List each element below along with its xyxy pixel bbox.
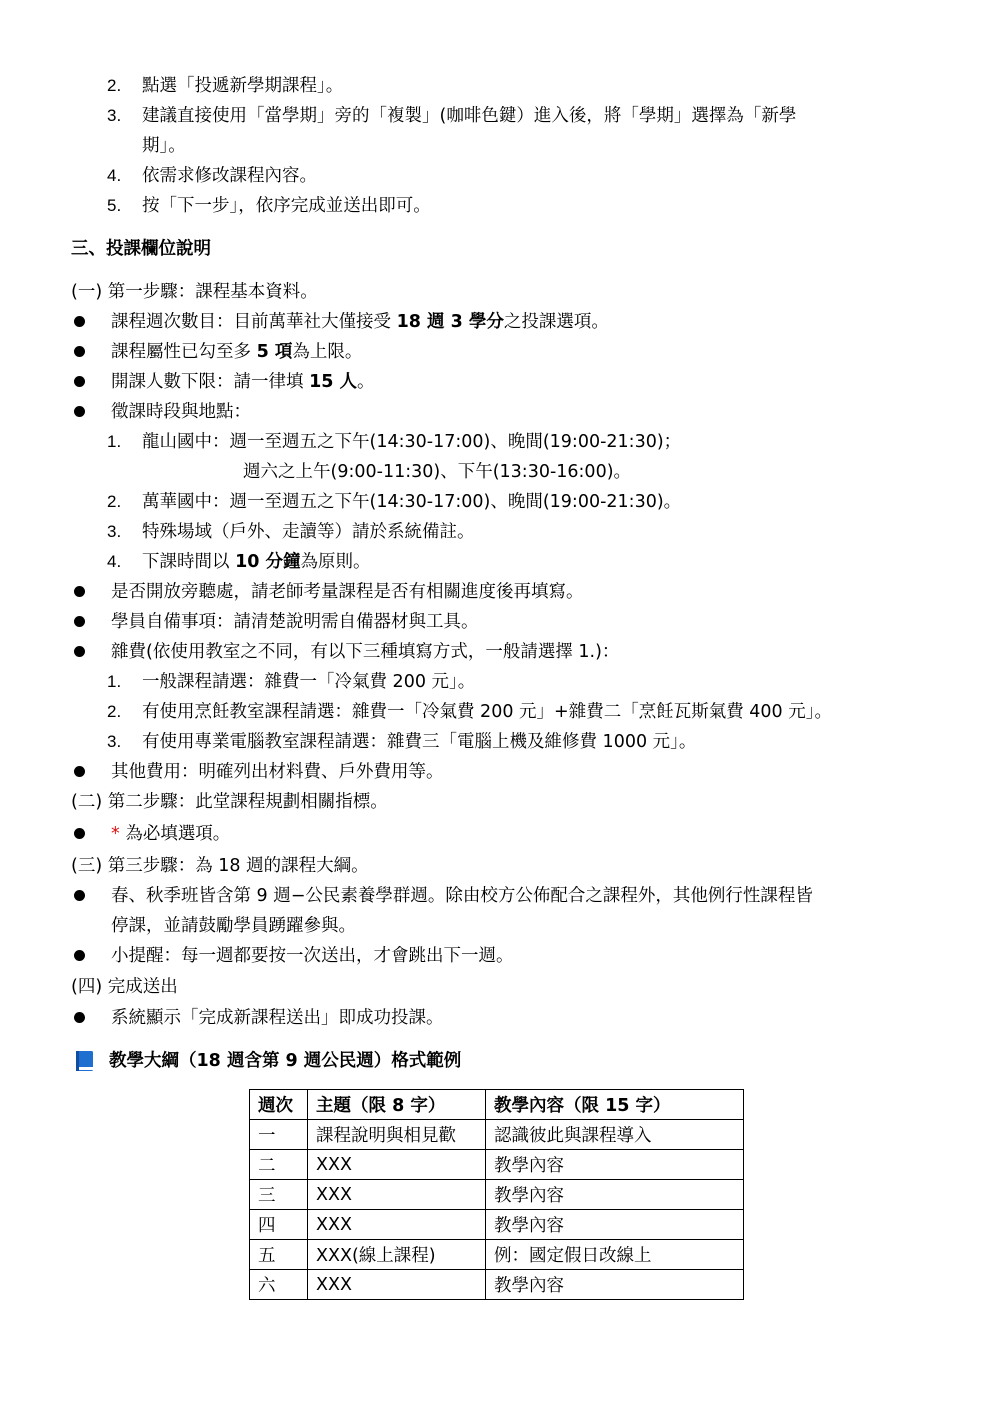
bullet-item: 春、秋季班皆含第 9 週−公民素養學群週。除由校方公佈配合之課程外，其他例行性課程皆 xyxy=(111,886,813,906)
list-number: 4. xyxy=(107,552,122,571)
bullet-icon xyxy=(74,586,85,597)
bullet-icon xyxy=(74,346,85,357)
bullet-icon xyxy=(74,828,85,839)
table-row xyxy=(250,1210,744,1240)
bullet-item: 徵課時段與地點： xyxy=(111,402,251,422)
bullet-icon xyxy=(74,376,85,387)
list-item: 有使用專業電腦教室課程請選：雜費三「電腦上機及維修費 1000 元」。 xyxy=(142,732,697,752)
table-cell: XXX xyxy=(308,1270,486,1300)
step-label: (四) 完成送出 xyxy=(71,977,178,997)
step-label: (二) 第二步驟：此堂課程規劃相關指標。 xyxy=(71,792,388,812)
table-row xyxy=(250,1120,744,1150)
table-row xyxy=(250,1150,744,1180)
table-cell: 教學內容 xyxy=(486,1180,744,1210)
bullet-item: 雜費(依使用教室之不同，有以下三種填寫方式，一般請選擇 1.)： xyxy=(111,642,620,662)
list-item: 萬華國中：週一至週五之下午(14:30-17:00)、晚間(19:00-21:30)。 xyxy=(142,492,682,512)
list-item: 有使用烹飪教室課程請選：雜費一「冷氣費 200 元」+雜費二「烹飪瓦斯氣費 400 元」。 xyxy=(142,702,832,722)
list-number: 1. xyxy=(107,672,122,691)
table-cell: 教學內容 xyxy=(486,1270,744,1300)
required-asterisk: * xyxy=(111,824,120,844)
example-heading: 教學大綱（18 週含第 9 週公民週）格式範例 xyxy=(109,1051,462,1071)
list-number: 2. xyxy=(107,492,122,511)
bullet-item: * 為必填選項。 xyxy=(111,824,231,844)
bullet-icon xyxy=(74,616,85,627)
table-cell: 教學內容 xyxy=(486,1150,744,1180)
bullet-icon xyxy=(74,1012,85,1023)
bullet-icon xyxy=(74,316,85,327)
bullet-icon xyxy=(74,406,85,417)
table-cell: 教學內容 xyxy=(486,1210,744,1240)
step-label: (一) 第一步驟：課程基本資料。 xyxy=(71,282,318,302)
list-number: 3. xyxy=(107,522,122,541)
table-header: 主題（限 8 字） xyxy=(308,1090,486,1120)
table-cell: 認識彼此與課程導入 xyxy=(486,1120,744,1150)
bullet-item: 是否開放旁聽處，請老師考量課程是否有相關進度後再填寫。 xyxy=(111,582,584,602)
list-item: 點選「投遞新學期課程」。 xyxy=(142,76,344,96)
table-cell: XXX xyxy=(308,1150,486,1180)
table-cell: 課程說明與相見歡 xyxy=(308,1120,486,1150)
bullet-item: 學員自備事項：請清楚說明需自備器材與工具。 xyxy=(111,612,479,632)
book-icon xyxy=(74,1050,96,1072)
list-item: 按「下一步」，依序完成並送出即可。 xyxy=(142,196,431,216)
bullet-item-continuation: 停課，並請鼓勵學員踴躍參與。 xyxy=(111,916,356,936)
table-row xyxy=(250,1240,744,1270)
bullet-item: 其他費用：明確列出材料費、戶外費用等。 xyxy=(111,762,444,782)
table-cell: 二 xyxy=(250,1150,308,1180)
list-item: 特殊場域（戶外、走讀等）請於系統備註。 xyxy=(142,522,475,542)
bullet-icon xyxy=(74,950,85,961)
list-item-continuation: 週六之上午(9:00-11:30)、下午(13:30-16:00)。 xyxy=(243,462,632,482)
list-item: 建議直接使用「當學期」旁的「複製」(咖啡色鍵）進入後，將「學期」選擇為「新學 xyxy=(142,106,797,126)
table-header: 週次 xyxy=(250,1090,308,1120)
table-row xyxy=(250,1270,744,1300)
bullet-icon xyxy=(74,766,85,777)
list-number: 3. xyxy=(107,732,122,751)
table-cell: 例：國定假日改線上 xyxy=(486,1240,744,1270)
list-number: 4. xyxy=(107,166,122,185)
list-number: 3. xyxy=(107,106,122,125)
list-item: 依需求修改課程內容。 xyxy=(142,166,317,186)
list-item-continuation: 期」。 xyxy=(142,136,186,156)
table-cell: XXX xyxy=(308,1180,486,1210)
table-cell: 三 xyxy=(250,1180,308,1210)
step-label: (三) 第三步驟：為 18 週的課程大綱。 xyxy=(71,856,369,876)
bullet-item: 課程屬性已勾至多 5 項為上限。 xyxy=(111,342,363,362)
bullet-item: 小提醒：每一週都要按一次送出，才會跳出下一週。 xyxy=(111,946,514,966)
table-header-row xyxy=(250,1090,744,1120)
bullet-item: 開課人數下限：請一律填 15 人。 xyxy=(111,372,375,392)
bullet-item: 系統顯示「完成新課程送出」即成功投課。 xyxy=(111,1008,444,1028)
list-number: 1. xyxy=(107,432,122,451)
bullet-icon xyxy=(74,646,85,657)
list-number: 2. xyxy=(107,702,122,721)
bullet-icon xyxy=(74,890,85,901)
table-cell: 一 xyxy=(250,1120,308,1150)
syllabus-table xyxy=(249,1089,744,1300)
table-header: 教學內容（限 15 字） xyxy=(486,1090,744,1120)
table-cell: 四 xyxy=(250,1210,308,1240)
list-item: 龍山國中：週一至週五之下午(14:30-17:00)、晚間(19:00-21:30)； xyxy=(142,432,682,452)
list-number: 5. xyxy=(107,196,122,215)
table-row xyxy=(250,1180,744,1210)
table-cell: XXX xyxy=(308,1210,486,1240)
list-number: 2. xyxy=(107,76,122,95)
list-item: 一般課程請選：雜費一「冷氣費 200 元」。 xyxy=(142,672,476,692)
bullet-item: 課程週次數目：目前萬華社大僅接受 18 週 3 學分之投課選項。 xyxy=(111,312,609,332)
table-cell: 六 xyxy=(250,1270,308,1300)
list-item: 下課時間以 10 分鐘為原則。 xyxy=(142,552,371,572)
section-heading: 三、投課欄位說明 xyxy=(71,239,211,259)
table-cell: 五 xyxy=(250,1240,308,1270)
table-cell: XXX(線上課程) xyxy=(308,1240,486,1270)
